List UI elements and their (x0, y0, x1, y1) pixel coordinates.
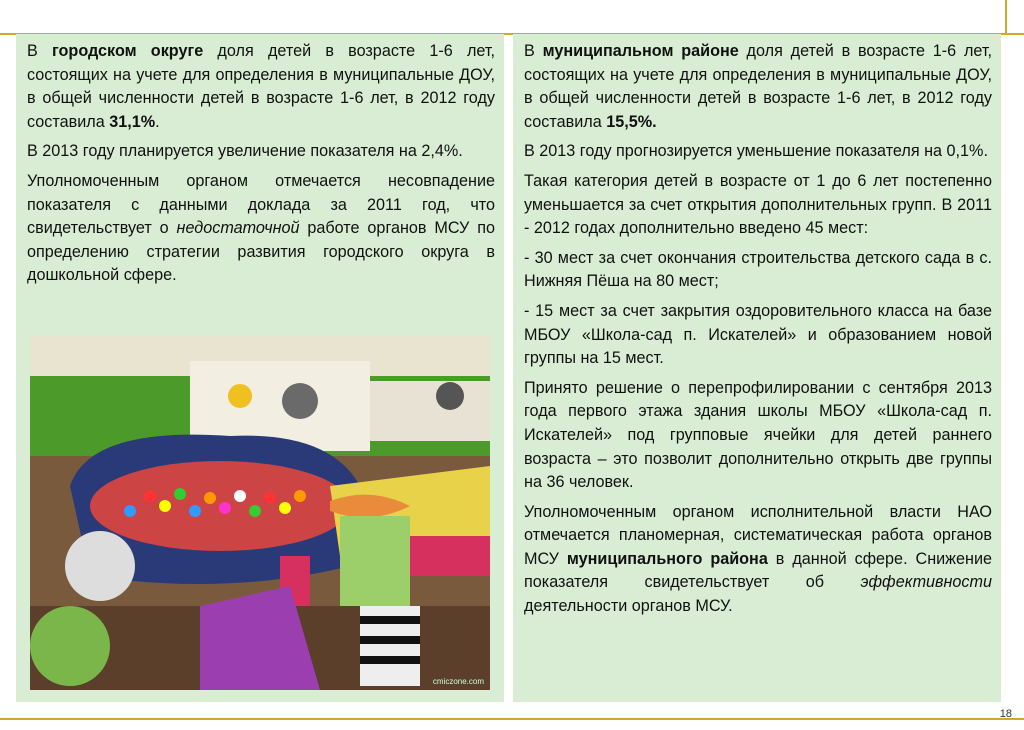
footer-line (0, 718, 1024, 720)
right-paragraph-7: Уполномоченным органом исполнительной власти НАО отмечается планомерная, систематическая работа органов МСУ муниципального района в данной сфере. Снижение показателя свидетельствует об эффективности деятельности органов МСУ. (524, 502, 992, 616)
header-divider (1005, 0, 1007, 33)
right-paragraph-4: - 30 мест за счет окончания строительства детского сада в с. Нижняя Пёша на 80 мест; (524, 248, 992, 291)
header-line (0, 0, 1024, 35)
right-paragraph-5: - 15 мест за счет закрытия оздоровительного класса на базе МБОУ «Школа-сад п. Искателей» и образованием новой группы на 15 мест. (524, 301, 992, 368)
left-paragraph-1: В городском округе доля детей в возрасте 1-6 лет, состоящих на учете для определения в муниципальные ДОУ, в общей численности детей в возрасте 1-6 лет, в 2012 году составила 31,1%. (27, 42, 495, 131)
right-paragraph-6: Принято решение о перепрофилировании с сентября 2013 года первого этажа здания школы МБОУ «Школа-сад п. Искателей» под групповые ячейки для детей раннего возраста – это позволит дополнительно открыть две группы на 36 человек. (524, 378, 992, 492)
right-paragraph-3: Такая категория детей в возрасте от 1 до 6 лет постепенно уменьшается за счет открытия дополнительных групп. В 2011 - 2012 годах дополнительно введено 45 мест: (524, 171, 992, 238)
playroom-photo (30, 336, 490, 690)
right-paragraph-2: В 2013 году прогнозируется уменьшение показателя на 0,1%. (524, 142, 988, 161)
playroom-illustration (30, 336, 490, 690)
right-panel (513, 34, 1001, 702)
photo-credit: cmiczone.com (432, 677, 484, 686)
left-paragraph-3: Уполномоченным органом отмечается несовпадение показателя с данными доклада за 2011 год, что свидетельствует о недостаточной работе органов МСУ по определению стратегии развития городского округа в дошкольной сфере. (27, 171, 495, 285)
left-paragraph-2: В 2013 году планируется увеличение показателя на 2,4%. (27, 142, 463, 161)
right-paragraph-1: В муниципальном районе доля детей в возрасте 1-6 лет, состоящих на учете для определения в муниципальные ДОУ, в общей численности детей в возрасте 1-6 лет, в 2012 году составила 15,5%. (524, 42, 992, 131)
page-number: 18 (999, 708, 1012, 720)
